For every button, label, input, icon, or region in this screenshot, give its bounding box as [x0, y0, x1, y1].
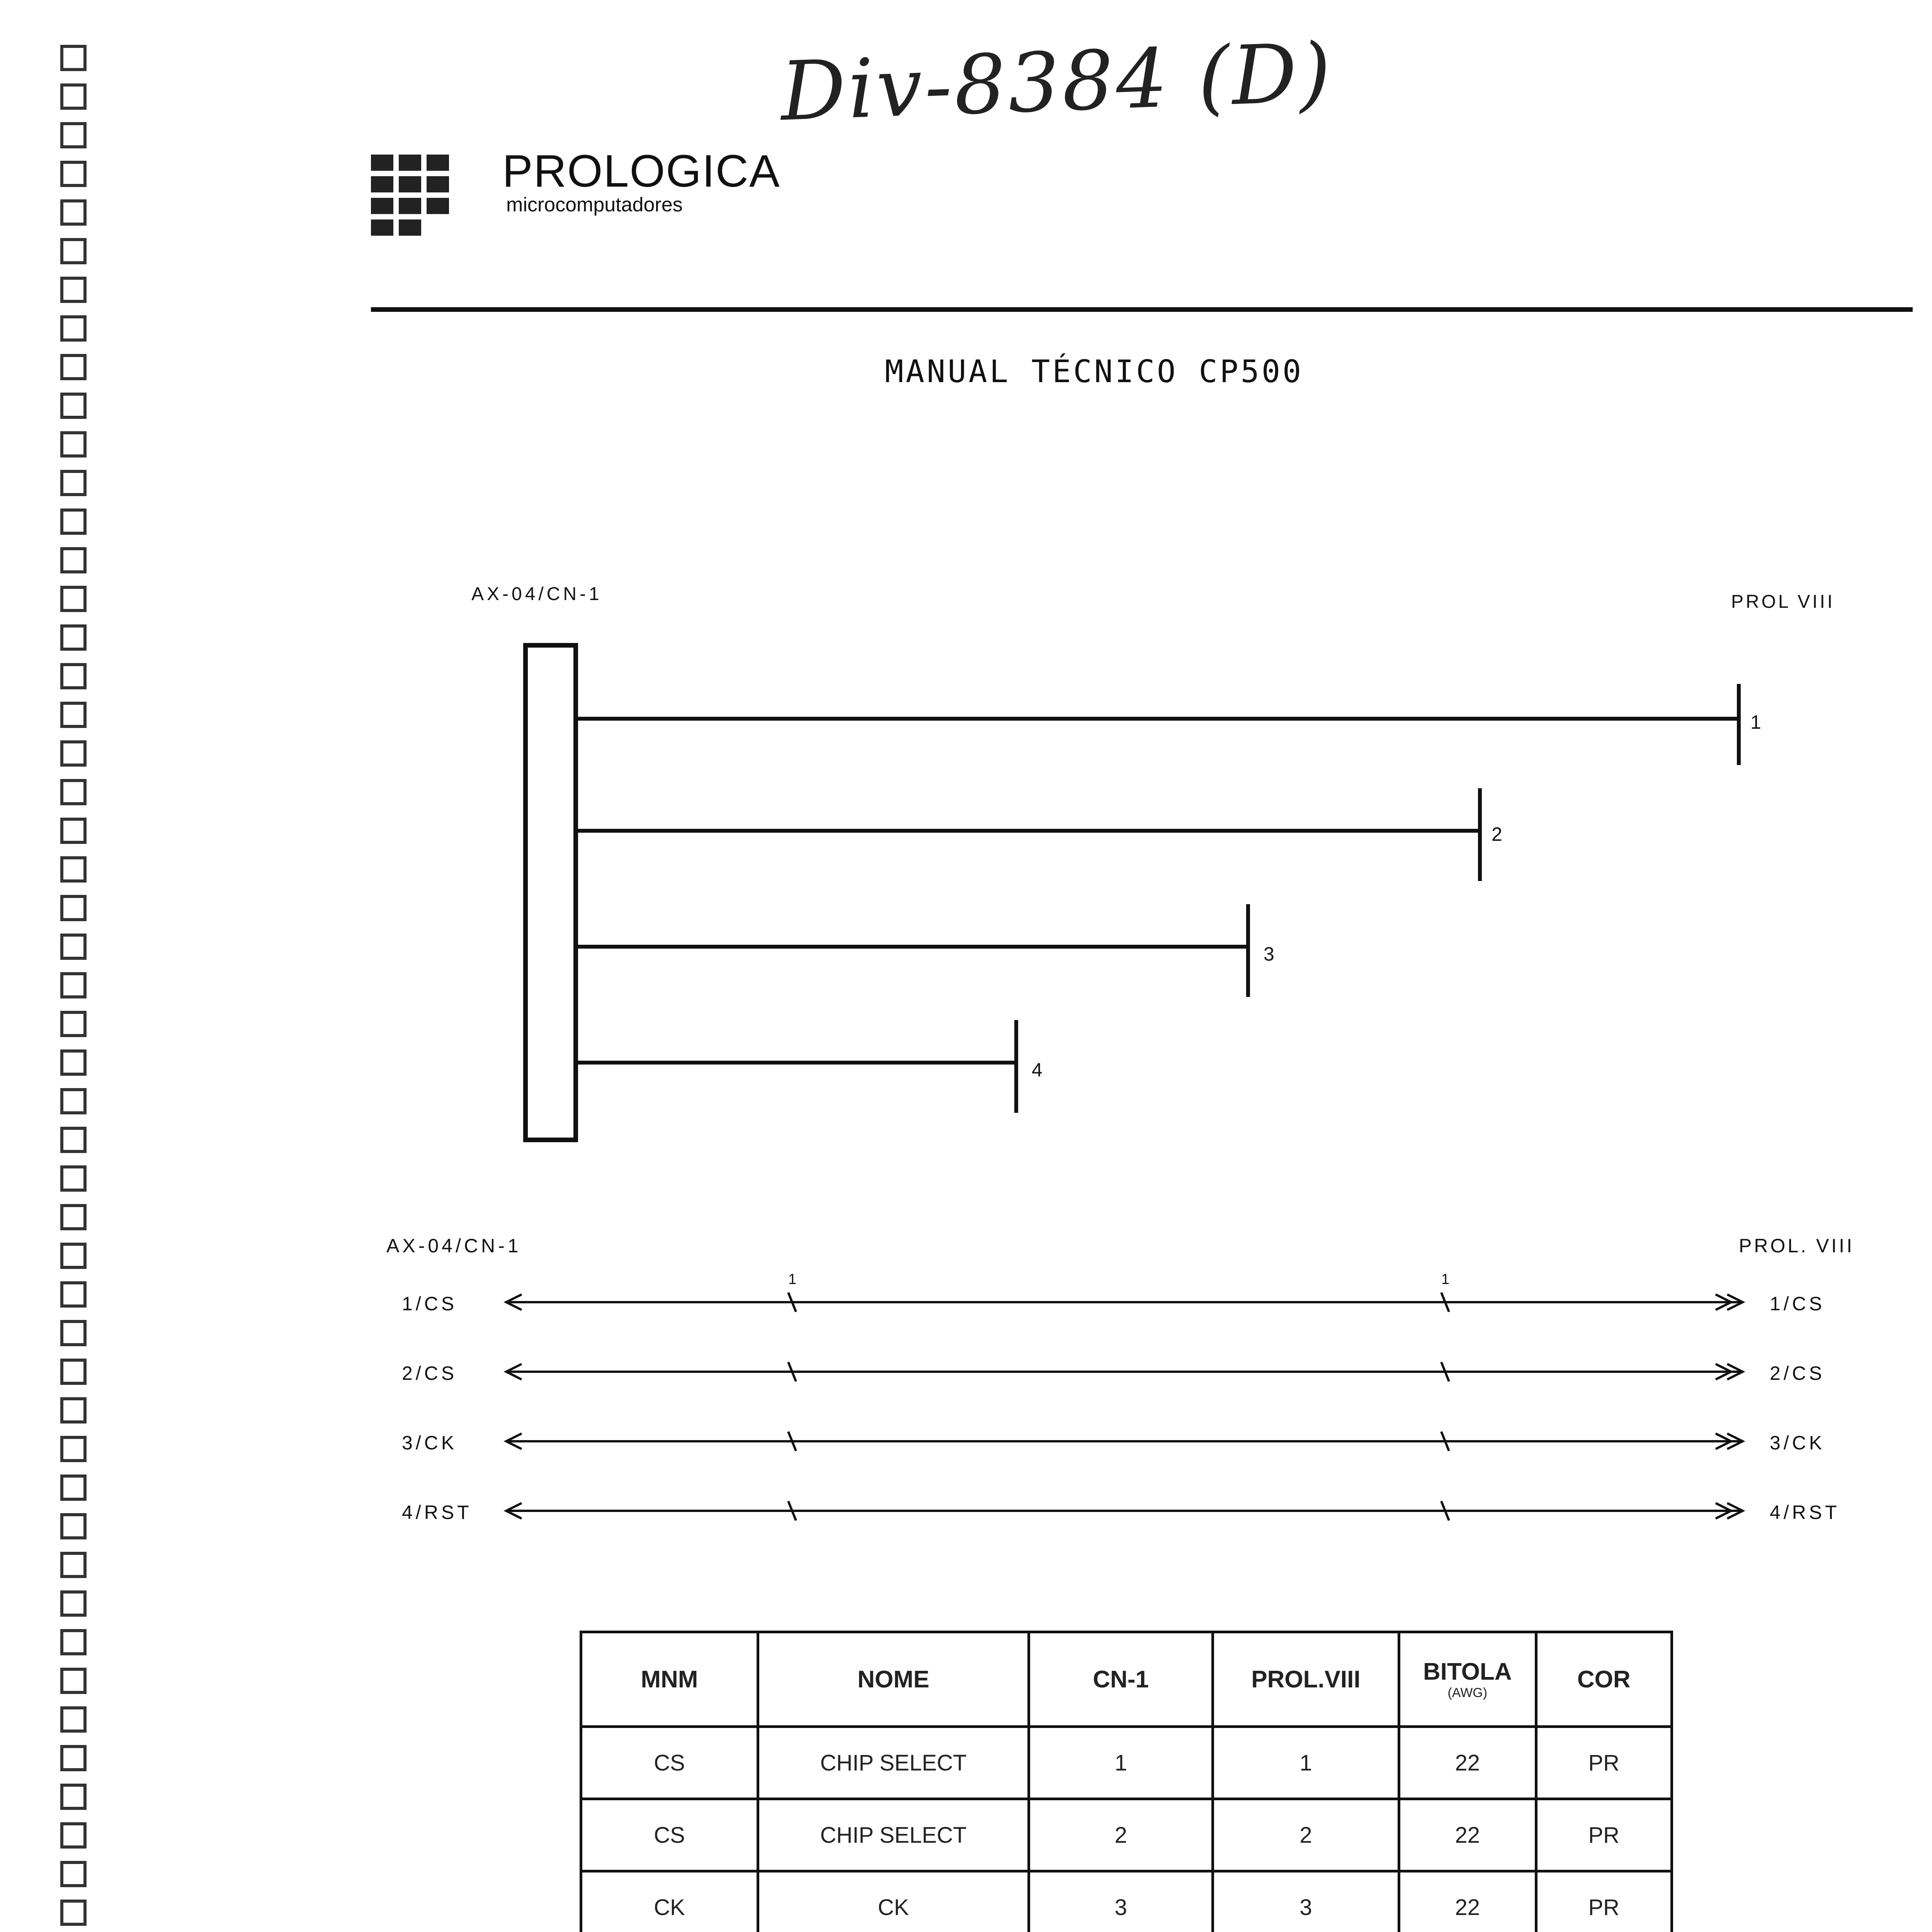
page-title: MANUAL TÉCNICO CP500	[885, 354, 1304, 389]
wire-number-3: 3	[1264, 943, 1274, 965]
column-header-cn1: CN-1	[1029, 1632, 1213, 1727]
wiring-right-label: PROL. VIII	[1739, 1235, 1854, 1257]
brand-logo-icon	[371, 155, 449, 236]
wiring-row-2-left: 2/CS	[402, 1362, 457, 1384]
diagram-right-label: PROL VIII	[1731, 592, 1835, 612]
bitola-label: BITOLA	[1423, 1658, 1512, 1685]
header-rule	[371, 307, 1913, 312]
wiring-row-2-right: 2/CS	[1770, 1362, 1825, 1384]
break-mark-number-b: 1	[1441, 1271, 1450, 1287]
table-row	[581, 1727, 1672, 1799]
table-header-row	[581, 1632, 1672, 1727]
wiring-left-label: AX-04/CN-1	[386, 1235, 522, 1257]
cell-bitola: 22	[1399, 1871, 1536, 1932]
brand-subtitle: microcomputadores	[506, 194, 683, 216]
column-header-cor: COR	[1536, 1632, 1672, 1727]
wiring-row-1-left: 1/CS	[402, 1293, 457, 1315]
cell-prol: 2	[1213, 1799, 1399, 1871]
cell-mnm: CK	[581, 1871, 758, 1932]
cell-nome: CHIP SELECT	[758, 1727, 1029, 1799]
column-header-mnm: MNM	[581, 1632, 758, 1727]
wire-spec-table	[580, 1631, 1673, 1932]
wiring-row-4-right: 4/RST	[1770, 1502, 1840, 1523]
cell-mnm: CS	[581, 1727, 758, 1799]
cell-bitola: 22	[1399, 1799, 1536, 1871]
cell-cn1: 2	[1029, 1799, 1213, 1871]
column-header-bitola	[1399, 1632, 1536, 1727]
break-mark-number-a: 1	[788, 1271, 797, 1287]
brand-name: PROLOGICA	[502, 146, 781, 197]
cell-cn1: 3	[1029, 1871, 1213, 1932]
diagram-left-label: AX-04/CN-1	[471, 584, 602, 604]
connector-block	[526, 645, 576, 1140]
table-row	[581, 1871, 1672, 1932]
cell-cn1: 1	[1029, 1727, 1213, 1799]
handwritten-annotation-top: Div-8384 (D)	[779, 25, 1335, 139]
wire-number-2: 2	[1492, 823, 1502, 845]
bitola-unit: (AWG)	[1447, 1685, 1488, 1700]
cell-mnm: CS	[581, 1799, 758, 1871]
column-header-nome: NOME	[758, 1632, 1029, 1727]
cell-cor: PR	[1536, 1799, 1672, 1871]
cell-prol: 1	[1213, 1727, 1399, 1799]
wiring-row-4-left: 4/RST	[402, 1502, 472, 1523]
wiring-row-3-left: 3/CK	[402, 1432, 457, 1454]
table-row	[581, 1799, 1672, 1871]
cell-cor: PR	[1536, 1871, 1672, 1932]
cell-nome: CHIP SELECT	[758, 1799, 1029, 1871]
cell-nome: CK	[758, 1871, 1029, 1932]
cell-bitola: 22	[1399, 1727, 1536, 1799]
binding-holes-strip	[58, 31, 93, 1932]
connector-diagram	[502, 634, 1816, 1148]
wiring-lines	[498, 1279, 1758, 1526]
wiring-row-3-right: 3/CK	[1770, 1432, 1825, 1454]
wire-number-1: 1	[1750, 711, 1761, 733]
cell-prol: 3	[1213, 1871, 1399, 1932]
cell-cor: PR	[1536, 1727, 1672, 1799]
column-header-prol: PROL.VIII	[1213, 1632, 1399, 1727]
wire-number-4: 4	[1032, 1059, 1043, 1081]
wiring-row-1-right: 1/CS	[1770, 1293, 1825, 1315]
